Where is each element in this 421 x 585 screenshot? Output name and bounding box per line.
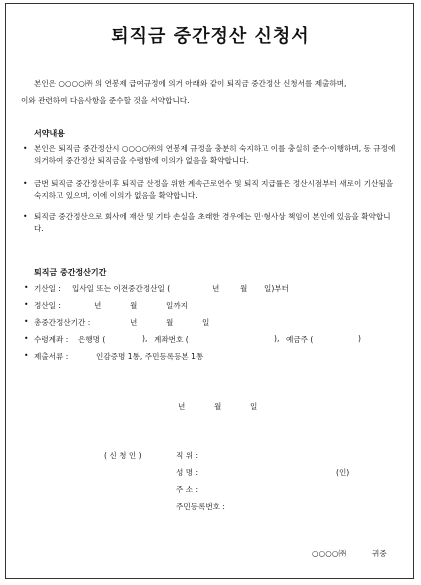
total-day: 일 <box>202 318 210 327</box>
start-year: 년 <box>212 284 220 293</box>
applicant-label: ( 신 청 인 ) <box>104 451 142 460</box>
end-year: 년 <box>94 301 102 310</box>
address-field: 주 소 : <box>176 485 199 494</box>
pledge-item-1: • 본인은 퇴직금 중간정산시 ○○○○㈜의 연봉제 규정을 충분히 숙지하고 이를 충실히 준수·이행하며, 동 규정에 의거하여 중간정산 퇴직금을 수령함에 이의가 없음을 확약합니다. <box>34 143 400 167</box>
account-bank-close: ), <box>142 334 148 343</box>
account-label: 수령계좌 : <box>34 335 69 344</box>
document-title: 퇴직금 중간정산 신청서 <box>111 26 310 47</box>
pledge-item-2: • 금번 퇴직금 중간정산이후 퇴직금 산정을 위한 계속근로연수 및 퇴직 지급률은 정산시점부터 새로이 기산됨을 숙지하고 있으며, 이에 이의가 없음을 확약합니다. <box>34 178 400 202</box>
bullet: • <box>24 283 29 292</box>
total-label: 총중간정산기간 : <box>34 318 91 327</box>
account-holder: 예금주 ( <box>286 335 314 344</box>
total-year: 년 <box>130 318 138 327</box>
start-label: 기산일 : <box>34 284 61 293</box>
total-month: 월 <box>166 318 174 327</box>
bullet: • <box>24 317 29 326</box>
docs-label: 제출서류 : <box>34 352 69 361</box>
date-day: 일 <box>250 402 258 411</box>
account-number-close: ), <box>274 334 280 343</box>
company-name: ○○○○㈜ <box>312 549 347 558</box>
period-heading: 퇴직금 중간정산기간 <box>34 268 107 277</box>
account-holder-close: ) <box>358 334 361 343</box>
account-bank: 은행명 ( <box>78 335 106 344</box>
seal-mark: (인) <box>336 468 350 477</box>
resident-number-field: 주민등록번호 : <box>176 502 225 511</box>
end-day: 일까지 <box>166 301 189 310</box>
start-day: 일)부터 <box>264 284 289 293</box>
date-month: 월 <box>214 402 222 411</box>
account-number: 계좌번호 ( <box>154 335 189 344</box>
docs-text: 인감증명 1통, 주민등록등본 1통 <box>96 352 204 361</box>
pledge-item-3: • 퇴직금 중간정산으로 회사에 재산 및 기타 손실을 초래한 경우에는 민·형사상 책임이 본인에 있음을 확약합니다. <box>34 211 400 235</box>
end-month: 월 <box>130 301 138 310</box>
position-field: 직 위 : <box>176 451 199 460</box>
recipient-label: 귀중 <box>372 549 387 558</box>
intro-line-2: 이와 관련하여 다음사항을 준수할 것을 서약합니다. <box>21 96 190 105</box>
bullet: • <box>24 334 29 343</box>
start-month: 월 <box>240 284 248 293</box>
intro-line-1: 본인은 ○○○○㈜ 의 연봉제 급여규정에 의거 아래와 같이 퇴직금 중간정산 신청서를 제출하며, <box>34 79 347 88</box>
name-field: 성 명 : <box>176 468 199 477</box>
bullet: • <box>24 351 29 360</box>
date-year: 년 <box>178 402 186 411</box>
bullet: • <box>24 300 29 309</box>
pledge-heading: 서약내용 <box>34 129 65 138</box>
start-text: 입사일 또는 이전중간정산일 ( <box>72 284 171 293</box>
end-label: 정산일 : <box>34 301 61 310</box>
